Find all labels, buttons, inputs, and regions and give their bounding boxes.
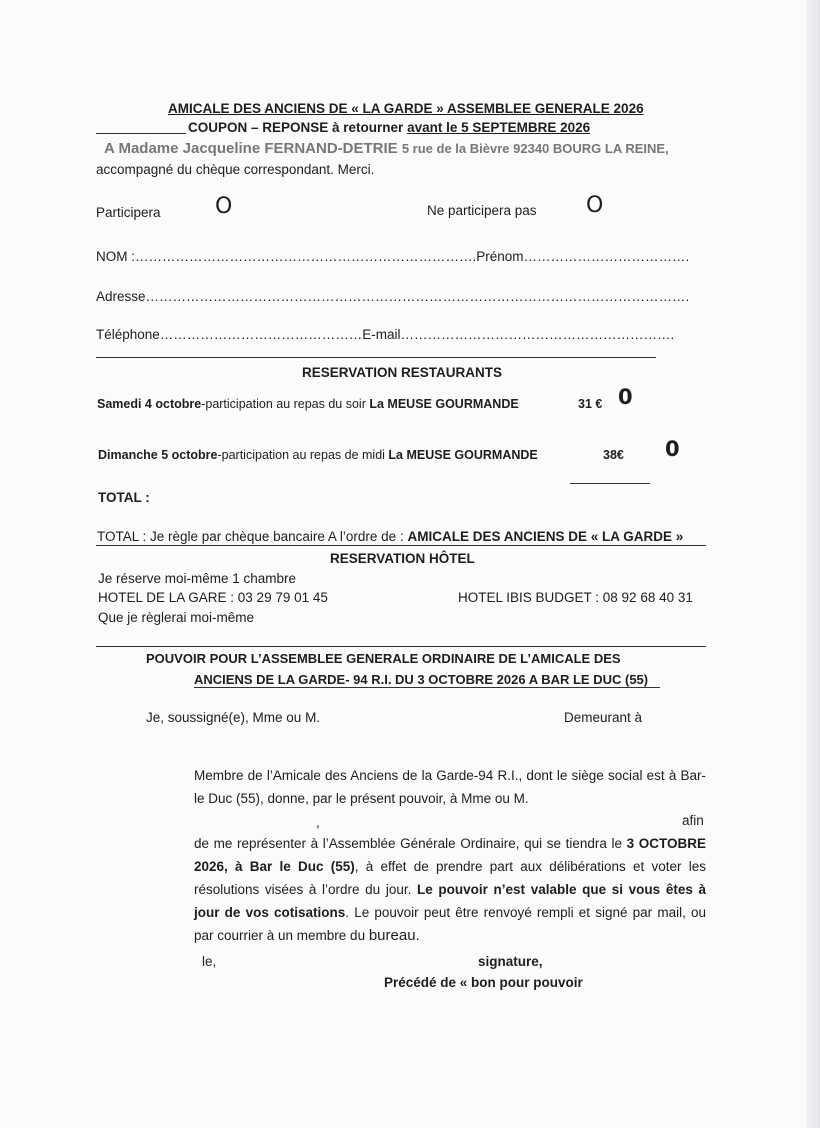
pouvoir-paragraph-1: Membre de l’Amicale des Anciens de la Garde-94 R.I., dont le siège social est à Bar-le Duc (55), donne, par le présent pouvoir, à Mme ou M.: [194, 768, 706, 806]
nom-prenom-field[interactable]: NOM :………………………………………………………………….Prénom……………………………….: [96, 249, 690, 264]
restaurant-day: Samedi 4 octobre: [97, 397, 202, 411]
p2-bureau: bureau.: [368, 927, 420, 944]
coupon-line: [188, 119, 590, 136]
signature-label: signature,: [478, 954, 543, 969]
addressee-line: [104, 140, 669, 157]
telephone-email-field[interactable]: Téléphone………………………………………E-mail…………………………………………………….: [96, 327, 675, 342]
addressee-name: A Madame Jacqueline FERNAND-DETRIE: [104, 140, 398, 157]
adresse-field[interactable]: Adresse………………………………………………………………………………………………………….: [96, 289, 690, 304]
coupon-deadline: avant le 5 SEPTEMBRE 2026: [407, 120, 591, 135]
p2-text-c: , à effet de prendre part aux délibérations et voter les résolutions visées à l’ordre du jour.: [194, 859, 706, 897]
restaurant-day: Dimanche 5 octobre: [98, 448, 218, 462]
pouvoir-heading-underline: [194, 687, 660, 688]
restaurant-row-sunday: [98, 447, 538, 464]
proxy-name-comma: ,: [316, 815, 320, 830]
p2-validity-note: Le pouvoir n’est valable que si vous êtes à jour de vos cotisations: [194, 882, 707, 920]
total-label: TOTAL :: [98, 490, 150, 505]
undersigned-label: Je, soussigné(e), Mme ou M.: [146, 710, 321, 725]
residing-label: Demeurant à: [564, 710, 643, 725]
p2-date-place: 3 OCTOBRE 2026, à Bar le Duc (55): [194, 836, 706, 874]
sunday-quantity-box[interactable]: 0: [665, 437, 680, 461]
not-participate-label: Ne participera pas: [427, 203, 537, 218]
restaurant-desc: -participation au repas de midi: [217, 448, 385, 462]
restaurant-row-saturday: [97, 396, 519, 413]
hotel-divider: [96, 646, 706, 647]
pouvoir-heading-line2: ANCIENS DE LA GARDE- 94 R.I. DU 3 OCTOBRE 2026 A BAR LE DUC (55): [194, 672, 649, 687]
date-label: le,: [202, 954, 217, 969]
payment-prefix: TOTAL : Je règle par chèque bancaire A l’ordre de :: [97, 529, 404, 544]
addressee-address: 5 rue de la Bièvre 92340 BOURG LA REINE,: [401, 141, 669, 156]
payment-underline: [96, 545, 706, 546]
hotel-de-la-gare: HOTEL DE LA GARE : 03 29 79 01 45: [98, 590, 328, 605]
restaurant-venue: La MEUSE GOURMANDE: [369, 397, 519, 411]
price-saturday: 31 €: [578, 397, 603, 411]
saturday-quantity-box[interactable]: 0: [618, 385, 633, 409]
participate-checkbox[interactable]: O: [215, 194, 233, 219]
total-underline: [570, 483, 650, 484]
cheque-note: accompagné du chèque correspondant. Merci.: [96, 162, 375, 177]
payment-payee: AMICALE DES ANCIENS DE « LA GARDE »: [407, 529, 684, 544]
document-title: AMICALE DES ANCIENS DE « LA GARDE » ASSEMBLEE GENERALE 2026: [168, 101, 644, 116]
not-participate-checkbox[interactable]: O: [586, 193, 604, 218]
hotel-payment-line: Que je règlerai moi-même: [98, 610, 255, 625]
price-sunday: 38€: [603, 448, 624, 462]
bon-pour-pouvoir: Précédé de « bon pour pouvoir: [384, 975, 583, 990]
hotel-ibis-budget: HOTEL IBIS BUDGET : 08 92 68 40 31: [458, 590, 693, 605]
hotel-reserve-line: Je réserve moi-même 1 chambre: [98, 571, 297, 586]
p2-text-a: de me représenter à l’Assemblée Générale Ordinaire, qui se tiendra le: [194, 836, 622, 851]
pouvoir-paragraph-2: [194, 832, 706, 947]
hotel-heading: RESERVATION HÔTEL: [330, 551, 475, 566]
afin-label: afin: [682, 813, 704, 828]
restaurants-heading: RESERVATION RESTAURANTS: [302, 365, 503, 380]
payment-line: [97, 528, 683, 545]
p2-text-e: . Le pouvoir peut être renvoyé rempli et signé par mail, ou par courrier à un membre du: [194, 905, 707, 943]
coupon-underline: [96, 133, 186, 134]
participate-label: Participera: [96, 205, 161, 220]
restaurant-desc: -participation au repas du soir: [201, 397, 366, 411]
section-divider: [96, 357, 656, 358]
coupon-prefix: COUPON – REPONSE à retourner: [188, 120, 404, 135]
page-edge: [806, 0, 820, 1128]
restaurant-venue: La MEUSE GOURMANDE: [388, 448, 538, 462]
pouvoir-heading-line1: POUVOIR POUR L’ASSEMBLEE GENERALE ORDINAIRE DE L’AMICALE DES: [146, 651, 621, 666]
